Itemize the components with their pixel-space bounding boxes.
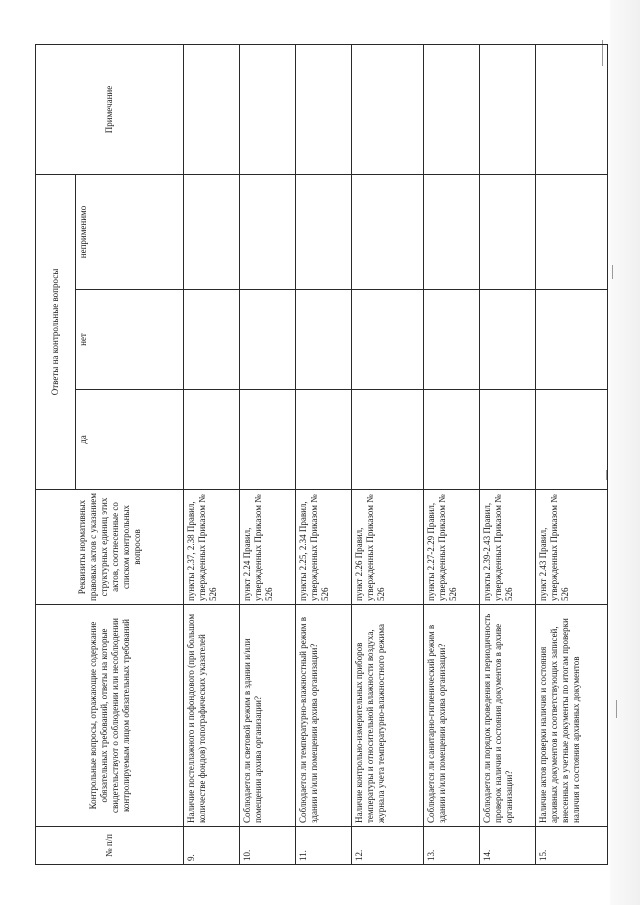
- row-num: 15.: [536, 827, 608, 865]
- header-no: нет: [76, 290, 184, 390]
- header-answers-group: Ответы на контрольные вопросы: [36, 175, 76, 490]
- answer-yes-cell[interactable]: [480, 390, 536, 490]
- note-cell[interactable]: [184, 45, 240, 175]
- answer-na-cell[interactable]: [184, 175, 240, 290]
- row-requisites: пункт 2.43 Правил, утвержденных Приказом № 526: [536, 490, 608, 605]
- answer-na-cell[interactable]: [424, 175, 480, 290]
- row-num: 12.: [352, 827, 424, 865]
- answer-yes-cell[interactable]: [352, 390, 424, 490]
- scan-speck: [616, 700, 617, 718]
- header-note: Примечание: [36, 45, 184, 175]
- header-question: Контрольные вопросы, отражающие содержание обязательных требований, ответы на которые свидетельствуют о соблюдении или несоблюдении контролируемым лицом обязательных требований: [36, 605, 184, 827]
- answer-yes-cell[interactable]: [184, 390, 240, 490]
- table-row: [184, 45, 240, 865]
- answer-no-cell[interactable]: [296, 290, 352, 390]
- note-cell[interactable]: [352, 45, 424, 175]
- row-num: 10.: [240, 827, 296, 865]
- scan-speck: [612, 265, 613, 279]
- answer-na-cell[interactable]: [536, 175, 608, 290]
- answer-yes-cell[interactable]: [240, 390, 296, 490]
- answer-na-cell[interactable]: [296, 175, 352, 290]
- table-row: [536, 45, 608, 865]
- checklist-table: [35, 44, 608, 865]
- answer-na-cell[interactable]: [480, 175, 536, 290]
- row-question: Соблюдается ли санитарно-гигиенический режим в здании и/или помещении архива организации?: [424, 605, 480, 827]
- row-requisites: пункт 2.26 Правил, утвержденных Приказом № 526: [352, 490, 424, 605]
- answer-no-cell[interactable]: [184, 290, 240, 390]
- header-yes: да: [76, 390, 184, 490]
- row-question: Наличие актов проверки наличия и состояния архивных документов и соответствующих записей, внесенных в учетные документы по итогам проверки наличия и состояния архивных документов: [536, 605, 608, 827]
- note-cell[interactable]: [296, 45, 352, 175]
- row-question: Соблюдается ли порядок проведения и периодичность проверок наличия и состояния документов в архиве организации?: [480, 605, 536, 827]
- answer-no-cell[interactable]: [352, 290, 424, 390]
- row-requisites: пункт 2.24 Правил, утвержденных Приказом № 526: [240, 490, 296, 605]
- table-row: [424, 45, 480, 865]
- answer-no-cell[interactable]: [240, 290, 296, 390]
- note-cell[interactable]: [536, 45, 608, 175]
- table-row: [296, 45, 352, 865]
- table-row: [480, 45, 536, 865]
- row-question: Соблюдается ли световой режим в здании и/или помещении архива организации?: [240, 605, 296, 827]
- row-num: 9.: [184, 827, 240, 865]
- rotated-table-container: [35, 45, 581, 865]
- row-question: Наличие контрольно-измерительных приборов температуры и относительной влажности воздуха, журнала учета температурно-влажностного режима: [352, 605, 424, 827]
- note-cell[interactable]: [424, 45, 480, 175]
- table-row: [352, 45, 424, 865]
- answer-yes-cell[interactable]: [296, 390, 352, 490]
- answer-no-cell[interactable]: [424, 290, 480, 390]
- row-requisites: пункты 2.25, 2.34 Правил, утвержденных Приказом № 526: [296, 490, 352, 605]
- header-num: № п/п: [36, 827, 184, 865]
- note-cell[interactable]: [240, 45, 296, 175]
- row-requisites: пункты 2.37, 2.38 Правил, утвержденных Приказом № 526: [184, 490, 240, 605]
- row-num: 14.: [480, 827, 536, 865]
- row-question: Наличие постеллажного и пофондового (при большом количестве фондов) топографических указателей: [184, 605, 240, 827]
- answer-yes-cell[interactable]: [424, 390, 480, 490]
- row-num: 13.: [424, 827, 480, 865]
- header-requisites: Реквизиты нормативных правовых актов с указанием структурных единиц этих актов, соотнесенные со списком контрольных вопросов: [36, 490, 184, 605]
- answer-no-cell[interactable]: [536, 290, 608, 390]
- note-cell[interactable]: [480, 45, 536, 175]
- row-num: 11.: [296, 827, 352, 865]
- answer-na-cell[interactable]: [240, 175, 296, 290]
- row-question: Соблюдается ли температурно-влажностный режим в здании и/или помещении архива организации?: [296, 605, 352, 827]
- scan-edge-shadow: [610, 0, 640, 905]
- answer-yes-cell[interactable]: [536, 390, 608, 490]
- table-row: [240, 45, 296, 865]
- header-not-applicable: неприменимо: [76, 175, 184, 290]
- answer-no-cell[interactable]: [480, 290, 536, 390]
- row-requisites: пункты 2.39-2.43 Правил, утвержденных Приказом № 526: [480, 490, 536, 605]
- row-requisites: пункты 2.27-2.29 Правил, утвержденных Приказом № 526: [424, 490, 480, 605]
- answer-na-cell[interactable]: [352, 175, 424, 290]
